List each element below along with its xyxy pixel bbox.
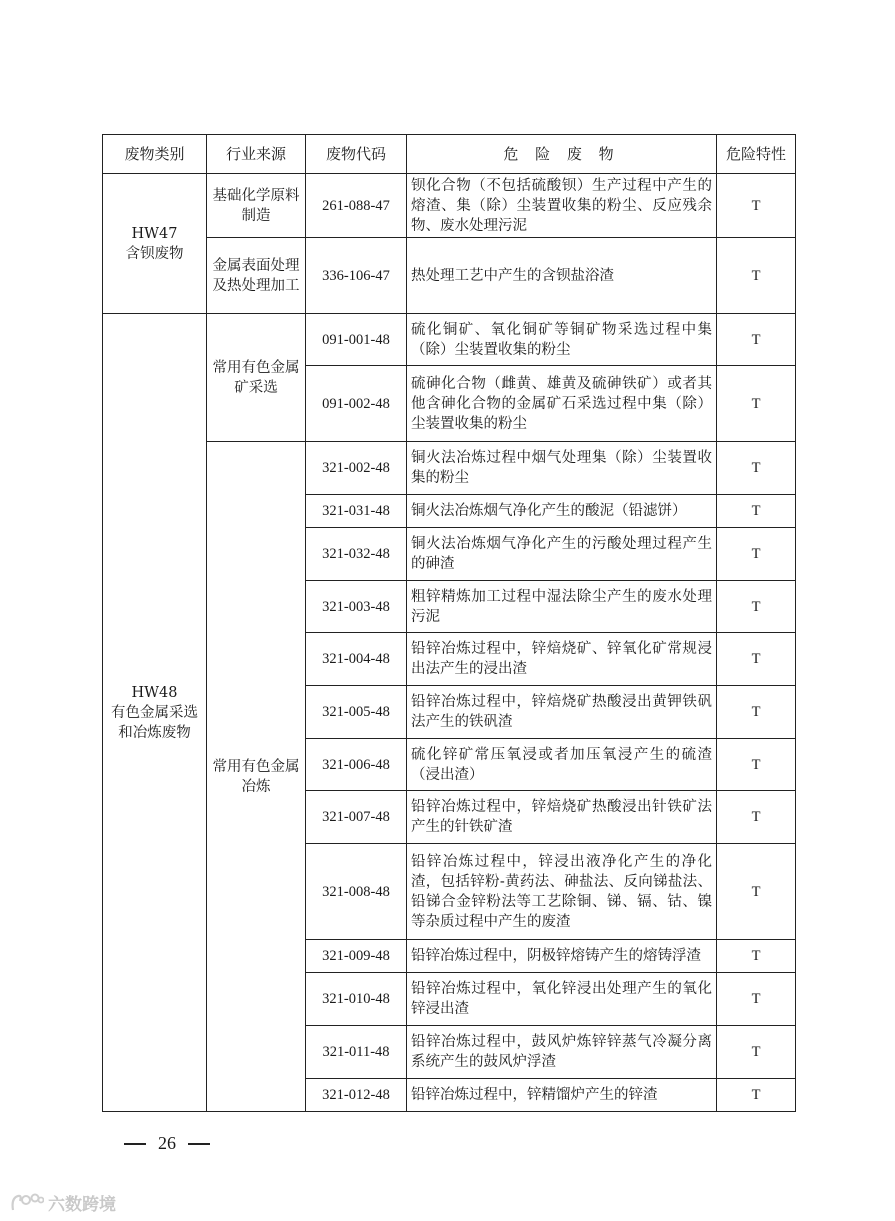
waste-description: 铅锌冶炼过程中，锌焙烧矿、锌氧化矿常规浸出法产生的浸出渣 — [407, 633, 717, 686]
waste-description: 铅锌冶炼过程中，氧化锌浸出处理产生的氧化锌浸出渣 — [407, 973, 717, 1026]
table-row — [103, 314, 796, 366]
hazard-property: T — [717, 686, 796, 739]
waste-code: 321-009-48 — [306, 940, 407, 973]
category-cell-hw48 — [103, 314, 207, 1112]
header-waste-category: 废物类别 — [103, 135, 207, 174]
waste-description: 铜火法冶炼过程中烟气处理集（除）尘装置收集的粉尘 — [407, 442, 717, 495]
category-code: HW47 — [131, 225, 178, 242]
page-number-right-dash — [188, 1143, 210, 1145]
table-row — [103, 238, 796, 314]
waste-description: 铅锌冶炼过程中，鼓风炉炼锌锌蒸气冷凝分离系统产生的鼓风炉浮渣 — [407, 1026, 717, 1079]
waste-code: 321-010-48 — [306, 973, 407, 1026]
hazard-property: T — [717, 1026, 796, 1079]
hazard-property: T — [717, 973, 796, 1026]
header-waste-code: 废物代码 — [306, 135, 407, 174]
hazardous-waste-table — [102, 134, 796, 1112]
waste-code: 321-002-48 — [306, 442, 407, 495]
category-name: 有色金属采选和冶炼废物 — [111, 704, 198, 741]
waste-code: 321-005-48 — [306, 686, 407, 739]
source-cell: 常用有色金属冶炼 — [207, 442, 306, 1112]
source-cell: 基础化学原料制造 — [207, 174, 306, 238]
hazard-property: T — [717, 844, 796, 940]
hazard-property: T — [717, 1079, 796, 1112]
waste-description: 粗锌精炼加工过程中湿法除尘产生的废水处理污泥 — [407, 581, 717, 633]
category-cell-hw47 — [103, 174, 207, 314]
page-number-value: 26 — [158, 1133, 176, 1153]
header-hazardous-waste: 危 险 废 物 — [407, 135, 717, 174]
hazard-property: T — [717, 174, 796, 238]
header-hazard-property: 危险特性 — [717, 135, 796, 174]
hazard-property: T — [717, 940, 796, 973]
waste-code: 321-003-48 — [306, 581, 407, 633]
table-header-row — [103, 135, 796, 174]
table-row — [103, 174, 796, 238]
hazard-property: T — [717, 495, 796, 528]
hazard-property: T — [717, 791, 796, 844]
hazard-property: T — [717, 314, 796, 366]
waste-code: 321-012-48 — [306, 1079, 407, 1112]
waste-description: 热处理工艺中产生的含钡盐浴渣 — [407, 238, 717, 314]
waste-code: 336-106-47 — [306, 238, 407, 314]
hazard-property: T — [717, 442, 796, 495]
hazard-property: T — [717, 633, 796, 686]
hazard-property: T — [717, 581, 796, 633]
waste-code: 091-001-48 — [306, 314, 407, 366]
waste-description: 铜火法冶炼烟气净化产生的污酸处理过程产生的砷渣 — [407, 528, 717, 581]
waste-description: 硫化锌矿常压氧浸或者加压氧浸产生的硫渣（浸出渣） — [407, 739, 717, 791]
waste-code: 321-011-48 — [306, 1026, 407, 1079]
waste-description: 硫砷化合物（雌黄、雄黄及硫砷铁矿）或者其他含砷化合物的金属矿石采选过程中集（除）尘装置收集的粉尘 — [407, 366, 717, 442]
waste-code: 261-088-47 — [306, 174, 407, 238]
waste-description: 铅锌冶炼过程中，阴极锌熔铸产生的熔铸浮渣 — [407, 940, 717, 973]
watermark-text: 六数跨境 — [48, 1195, 116, 1215]
waste-code: 321-007-48 — [306, 791, 407, 844]
waste-code: 321-032-48 — [306, 528, 407, 581]
page-number-left-dash — [124, 1143, 146, 1145]
hazard-property: T — [717, 238, 796, 314]
waste-code: 321-004-48 — [306, 633, 407, 686]
waste-code: 321-031-48 — [306, 495, 407, 528]
watermark — [10, 1190, 116, 1215]
waste-description: 硫化铜矿、氧化铜矿等铜矿物采选过程中集（除）尘装置收集的粉尘 — [407, 314, 717, 366]
header-industry-source: 行业来源 — [207, 135, 306, 174]
hazard-property: T — [717, 366, 796, 442]
source-cell: 金属表面处理及热处理加工 — [207, 238, 306, 314]
waste-description: 钡化合物（不包括硫酸钡）生产过程中产生的熔渣、集（除）尘装置收集的粉尘、反应残余物、废水处理污泥 — [407, 174, 717, 238]
waste-code: 321-008-48 — [306, 844, 407, 940]
page-number — [112, 1133, 222, 1154]
hazard-property: T — [717, 528, 796, 581]
waste-description: 铅锌冶炼过程中，锌精馏炉产生的锌渣 — [407, 1079, 717, 1112]
brand-logo-icon — [10, 1192, 44, 1214]
waste-code: 321-006-48 — [306, 739, 407, 791]
waste-code: 091-002-48 — [306, 366, 407, 442]
waste-description: 铅锌冶炼过程中，锌焙烧矿热酸浸出黄钾铁矾法产生的铁矾渣 — [407, 686, 717, 739]
category-name: 含钡废物 — [125, 245, 184, 262]
table-row — [103, 442, 796, 495]
source-cell: 常用有色金属矿采选 — [207, 314, 306, 442]
hazard-property: T — [717, 739, 796, 791]
waste-description: 铜火法冶炼烟气净化产生的酸泥（铅滤饼） — [407, 495, 717, 528]
category-code: HW48 — [131, 684, 178, 701]
waste-description: 铅锌冶炼过程中，锌浸出液净化产生的净化渣，包括锌粉-黄药法、砷盐法、反向锑盐法、铅锑合金锌粉法等工艺除铜、锑、镉、钴、镍等杂质过程中产生的废渣 — [407, 844, 717, 940]
waste-description: 铅锌冶炼过程中，锌焙烧矿热酸浸出针铁矿法产生的针铁矿渣 — [407, 791, 717, 844]
